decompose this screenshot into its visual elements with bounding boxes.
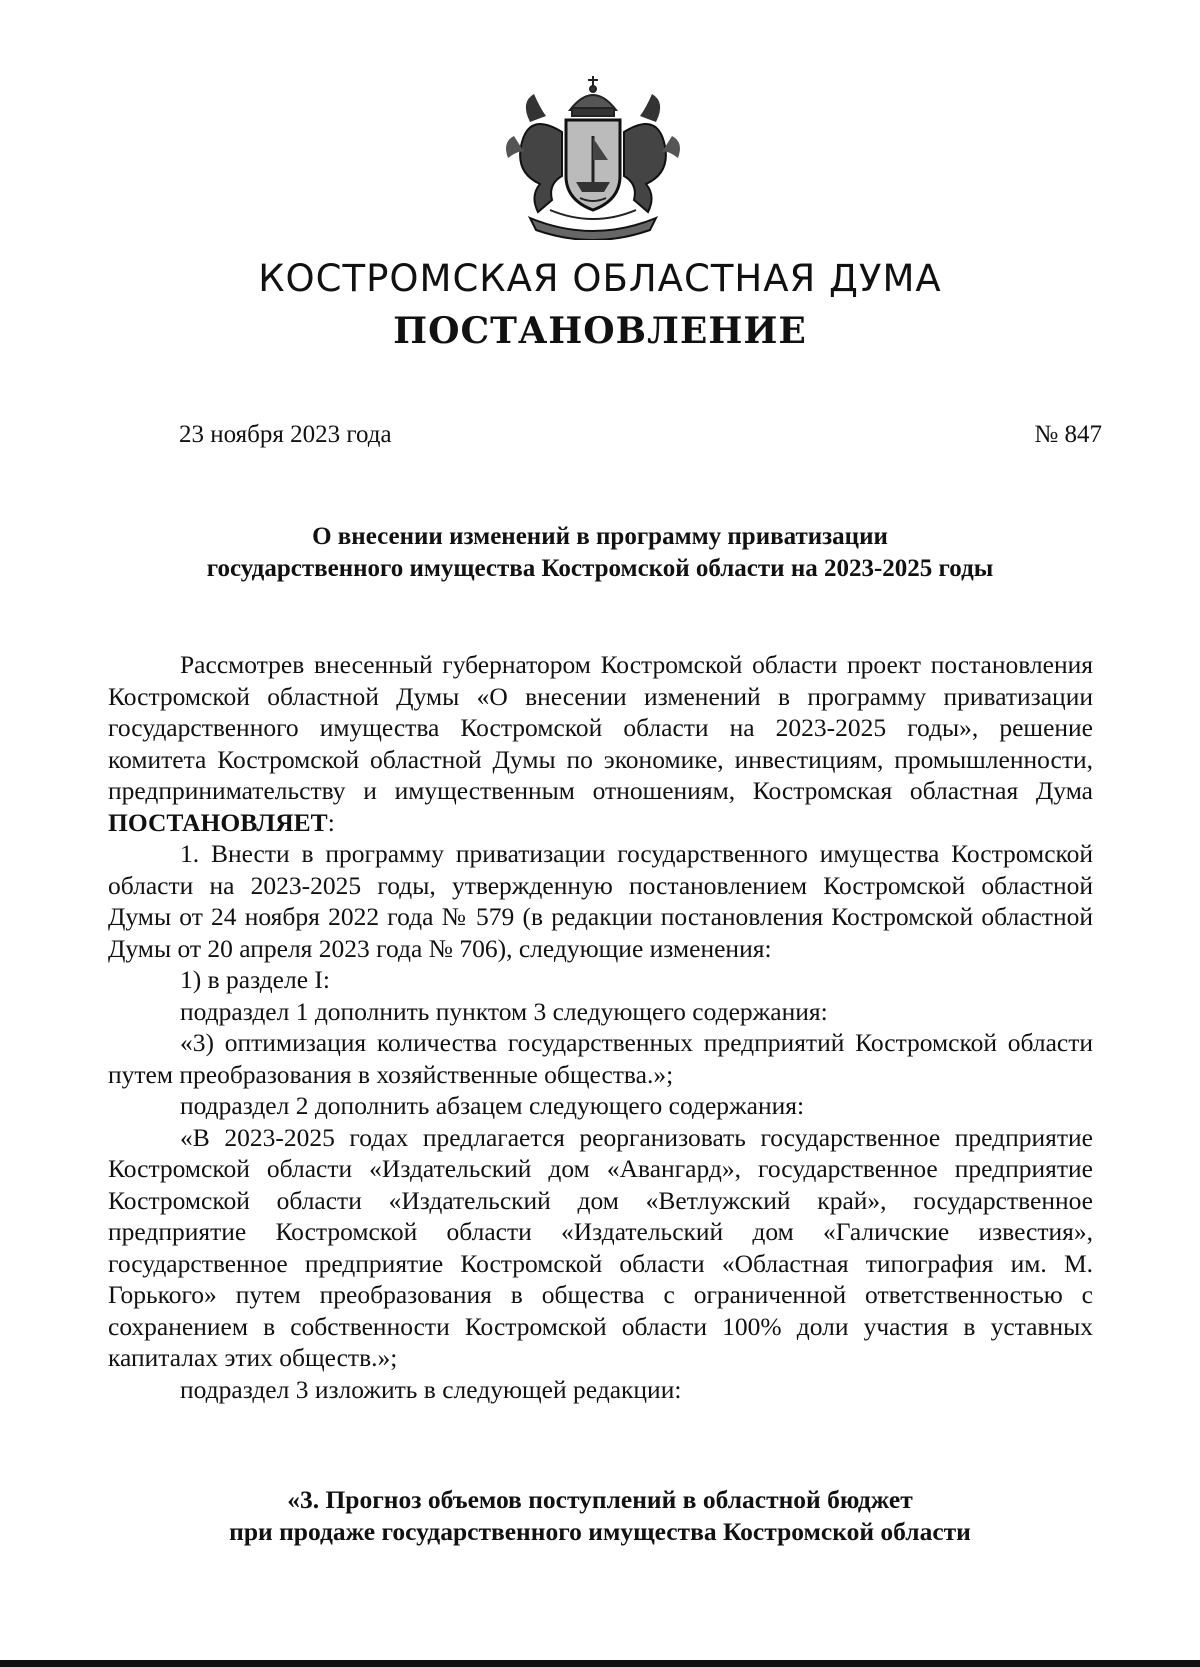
resolves-keyword: ПОСТАНОВЛЯЕТ bbox=[108, 807, 328, 837]
section-1-paragraph: 1) в разделе I: bbox=[180, 965, 330, 994]
scan-bottom-edge bbox=[0, 1660, 1200, 1667]
subsection-2-paragraph: подраздел 2 дополнить абзацем следующего содержания: bbox=[180, 1091, 805, 1120]
reorganization-paragraph: «В 2023-2025 годах предлагается реорганизовать государственное предприятие Костромской области «Издательский дом «Авангард», государственное предприятие Костромской области «Издательский дом «Ветлужский край», государственное предприятие Костромской области «Издательский дом «Галичские известия», государственное предприятие Костромской области «Областная типография им. М. Горького» путем преобразования в общества с ограниченной ответственностью с сохранением в собственности Костромской области 100% доли участия в уставных капиталах этих обществ.»; bbox=[108, 1122, 1093, 1372]
coat-of-arms-icon bbox=[500, 72, 686, 240]
document-title bbox=[100, 521, 1100, 585]
document-body bbox=[108, 649, 1093, 1405]
document-title-line-2: государственного имущества Костромской области на 2023-2025 годы bbox=[206, 555, 994, 582]
preamble-tail: : bbox=[327, 807, 335, 837]
item-1-paragraph: 1. Внести в программу приватизации государственного имущества Костромской области на 2023-2025 годы, утвержденную постановлением Костромской областной Думы от 24 ноября 2022 года № 579 (в редакции постановления Костромской областной Думы от 20 апреля 2023 года № 706), следующие изменения: bbox=[108, 839, 1093, 963]
preamble-paragraph bbox=[108, 649, 1093, 838]
section-3-heading bbox=[100, 1484, 1100, 1548]
document-title-line-1: О внесении изменений в программу приватизации bbox=[312, 523, 888, 550]
document-type: ПОСТАНОВЛЕНИЕ bbox=[393, 310, 807, 352]
preamble-text: Рассмотрев внесенный губернатором Костромской области проект постановления Костромской областной Думы «О внесении изменений в программу приватизации государственного имущества Костромской области на 2023-2025 годы», решение комитета Костромской областной Думы по экономике, инвестициям, промышленности, предпринимательству и имущественным отношениям, Костромская областная Дума bbox=[108, 650, 1093, 805]
subsection-3-paragraph: подраздел 3 изложить в следующей редакции: bbox=[180, 1374, 682, 1404]
document-number: № 847 bbox=[1034, 421, 1102, 448]
section-3-heading-line-2: при продаже государственного имущества Костромской области bbox=[229, 1517, 971, 1546]
subsection-1-paragraph: подраздел 1 дополнить пунктом 3 следующего содержания: bbox=[180, 996, 828, 1026]
document-date: 23 ноября 2023 года bbox=[179, 421, 392, 448]
point-3-paragraph: «3) оптимизация количества государственных предприятий Костромской области путем преобразования в хозяйственные общества.»; bbox=[108, 1028, 1093, 1089]
organization-name: КОСТРОМСКАЯ ОБЛАСТНАЯ ДУМА bbox=[258, 257, 942, 300]
section-3-heading-line-1: «3. Прогноз объемов поступлений в областной бюджет bbox=[287, 1485, 913, 1514]
